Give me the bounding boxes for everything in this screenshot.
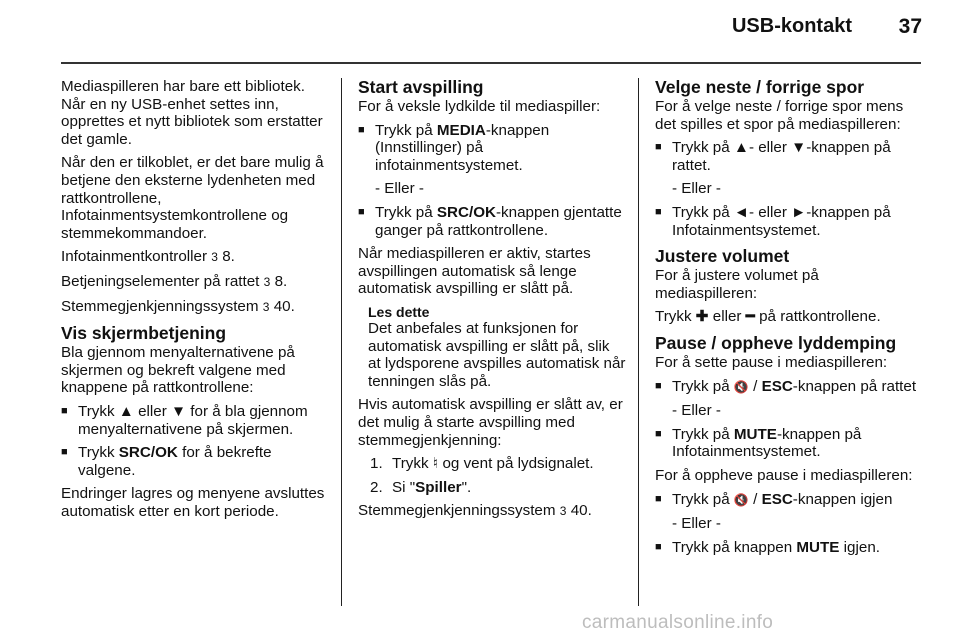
list-item: ■ Trykk på MEDIA-knappen (Innstillinger) på infotainmentsystemet. <box>358 122 626 175</box>
down-arrow-icon: ▼ <box>171 402 187 420</box>
paragraph-library: Mediaspilleren har bare ett bibliotek. Når en ny USB-enhet settes inn, opprettes et nytt bibliotek som erstatter det gamle. <box>61 78 323 148</box>
ref-infotainment: Infotainmentkontroller 3 8. <box>61 248 235 266</box>
list-pause <box>655 378 925 461</box>
down-arrow-icon: ▼ <box>791 139 807 157</box>
list-start <box>358 122 626 240</box>
up-arrow-icon: ▲ <box>733 139 749 157</box>
list-item: ■ Trykk på 🔇 / ESC-knappen igjen <box>655 491 925 510</box>
step-item: 1. Trykk ♮ og vent på lydsignalet. <box>370 455 594 473</box>
voice-icon: ♮ <box>432 455 439 473</box>
heading-justere-volumet: Justere volumet <box>655 246 790 267</box>
key-label: MEDIA <box>436 121 486 139</box>
header-rule <box>61 62 921 64</box>
plus-icon: ✚ <box>695 308 709 326</box>
note-box <box>368 304 626 390</box>
ref-steering: Betjeningselementer på rattet 3 8. <box>61 272 288 290</box>
list-item: ■ Trykk ▲ eller ▼ for å bla gjennom menyalternativene på skjermen. <box>61 403 327 438</box>
list-item-or: - Eller - <box>672 180 721 198</box>
paragraph-off: Hvis automatisk avspilling er slått av, er det mulig å starte avspilling med stemmegjenkjenning: <box>358 396 623 449</box>
column-2 <box>358 78 626 527</box>
page-ref-icon: 3 <box>559 504 567 519</box>
key-label: SRC/OK <box>436 203 496 221</box>
left-arrow-icon: ◄ <box>733 203 749 221</box>
ref-voice: Stemmegjenkjenningssystem 3 40. <box>358 502 592 520</box>
page-ref-icon: 3 <box>262 299 270 314</box>
list-unpause <box>655 491 925 557</box>
right-arrow-icon: ► <box>791 203 807 221</box>
list-item-or: - Eller - <box>672 515 721 533</box>
heading-start-avspilling: Start avspilling <box>358 77 484 97</box>
note-text: Det anbefales at funksjonen for automatisk avspilling er slått på, slik at lydsporene avspilles automatisk når tenningen slås på. <box>368 319 626 390</box>
list-item: ■ Trykk på ▲- eller ▼-knappen på rattet. <box>655 139 925 174</box>
paragraph-active: Når mediaspilleren er aktiv, startes avspillingen automatisk så lenge automatisk avspilling er slått på. <box>358 245 591 298</box>
ref-voice: Stemmegjenkjenningssystem 3 40. <box>61 297 295 315</box>
list-item-or: - Eller - <box>672 402 721 420</box>
key-label: ESC <box>761 490 793 508</box>
heading-vis-skjermbetjening: Vis skjermbetjening <box>61 323 227 344</box>
list-item: ■ Trykk på MUTE-knappen på Infotainmentsystemet. <box>655 426 925 461</box>
paragraph-volume: For å justere volumet på mediaspilleren: <box>655 267 819 302</box>
paragraph-changes: Endringer lagres og menyene avsluttes automatisk etter en kort periode. <box>61 485 325 520</box>
paragraph-unpause: For å oppheve pause i mediaspilleren: <box>655 466 913 484</box>
list-item: ■ Trykk på ◄- eller ►-knappen på Infotainmentsystemet. <box>655 204 925 239</box>
column-divider-2 <box>638 78 639 606</box>
up-arrow-icon: ▲ <box>118 402 134 420</box>
step-item: 2. Si "Spiller". <box>370 478 472 496</box>
watermark: carmanualsonline.info <box>582 612 774 633</box>
minus-icon: ━ <box>745 308 755 326</box>
key-label: MUTE <box>733 425 777 443</box>
page-ref-icon: 3 <box>211 250 218 265</box>
paragraph-volume-keys: Trykk ✚ eller ━ på rattkontrollene. <box>655 308 881 326</box>
note-title: Les dette <box>368 303 430 320</box>
list-next <box>655 139 925 239</box>
list-item-or: - Eller - <box>375 180 424 198</box>
key-label: ESC <box>761 377 793 395</box>
paragraph-vis: Bla gjennom menyalternativene på skjermen og bekreft valgene med knappene på rattkontrollene: <box>61 344 295 397</box>
paragraph-start: For å veksle lydkilde til mediaspiller: <box>358 98 601 115</box>
column-1 <box>61 78 327 526</box>
key-label: SRC/OK <box>118 444 178 462</box>
heading-velge-spor: Velge neste / forrige spor <box>655 77 865 97</box>
list-item: ■ Trykk SRC/OK for å bekrefte valgene. <box>61 444 327 479</box>
page-ref-icon: 3 <box>263 274 271 289</box>
key-label: Spiller <box>415 478 462 496</box>
column-3 <box>655 78 925 562</box>
paragraph-next: For å velge neste / forrige spor mens det spilles et spor på mediaspilleren: <box>655 98 904 133</box>
list-item: ■ Trykk på 🔇 / ESC-knappen på rattet <box>655 378 925 397</box>
paragraph-connected: Når den er tilkoblet, er det bare mulig å betjene den eksterne lydenheten med rattkontrollene, Infotainmentsystemkontrollene og stemmekommandoer. <box>61 154 324 242</box>
heading-pause: Pause / oppheve lyddemping <box>655 332 897 353</box>
column-divider-1 <box>341 78 342 606</box>
mute-icon: 🔇 <box>733 379 749 394</box>
list-item: ■ Trykk på SRC/OK-knappen gjentatte ganger på rattkontrollene. <box>358 204 626 239</box>
steps-list <box>358 455 626 496</box>
list-vis <box>61 403 327 479</box>
page-title: USB-kontakt <box>731 15 852 37</box>
list-item: ■ Trykk på knappen MUTE igjen. <box>655 539 925 557</box>
paragraph-pause: For å sette pause i mediaspilleren: <box>655 353 888 371</box>
page-number: 37 <box>898 15 922 38</box>
mute-icon: 🔇 <box>733 492 749 507</box>
key-label: MUTE <box>796 538 840 556</box>
